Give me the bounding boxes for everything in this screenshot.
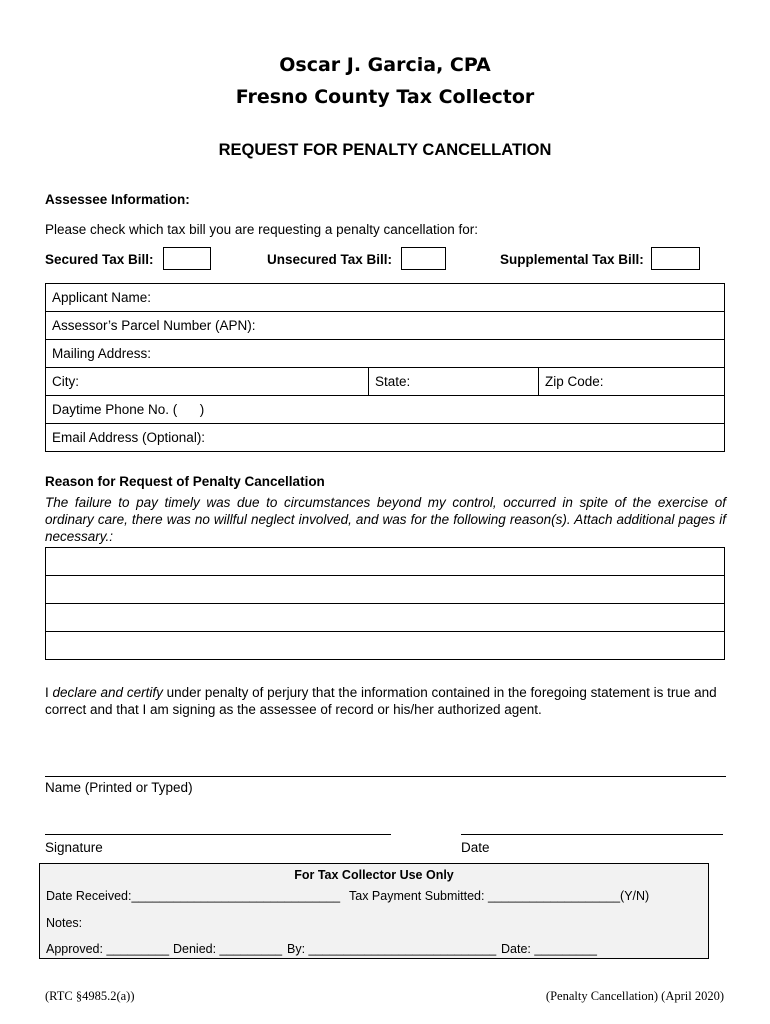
denied-field[interactable]: Denied: _________ (173, 942, 283, 956)
reason-section-title: Reason for Request of Penalty Cancellation (45, 474, 325, 489)
applicant-info-table (45, 283, 725, 452)
printed-name-line[interactable] (45, 776, 726, 777)
reason-line-1[interactable] (46, 548, 725, 576)
header-name: Oscar J. Garcia, CPA (279, 54, 491, 76)
declaration-text (45, 684, 735, 718)
supplemental-tax-bill-checkbox[interactable] (651, 247, 700, 270)
signature-line[interactable] (45, 834, 391, 835)
daytime-phone-field[interactable]: Daytime Phone No. ( ) (46, 396, 725, 424)
applicant-name-field[interactable]: Applicant Name: (46, 284, 725, 312)
secured-tax-bill-checkbox[interactable] (163, 247, 211, 270)
email-address-field[interactable]: Email Address (Optional): (46, 424, 725, 452)
header-office: Fresno County Tax Collector (235, 86, 535, 108)
footer-form-version: (Penalty Cancellation) (April 2020) (545, 989, 724, 1003)
mailing-address-field[interactable]: Mailing Address: (46, 340, 725, 368)
declaration-prefix: I (45, 685, 53, 700)
office-date-field[interactable]: Date: _________ (501, 942, 597, 956)
signature-label: Signature (45, 840, 103, 855)
office-use-title: For Tax Collector Use Only (294, 868, 454, 882)
tax-payment-submitted-field[interactable]: Tax Payment Submitted: ___________________(Y/N) (349, 889, 650, 903)
reason-lines-table (45, 547, 725, 660)
declaration-emphasis: declare and certify (52, 685, 163, 700)
date-label: Date (461, 840, 490, 855)
assessee-instruction: Please check which tax bill you are requesting a penalty cancellation for: (45, 222, 478, 237)
unsecured-tax-bill-label: Unsecured Tax Bill: (267, 252, 393, 267)
office-use-box (39, 863, 709, 959)
footer-rtc-reference: (RTC §4985.2(a)) (45, 989, 135, 1003)
by-field[interactable]: By: ___________________________ (287, 942, 497, 956)
city-field[interactable]: City: (46, 368, 369, 396)
approved-field[interactable]: Approved: _________ (46, 942, 170, 956)
state-field[interactable]: State: (369, 368, 539, 396)
unsecured-tax-bill-checkbox[interactable] (401, 247, 446, 270)
apn-field[interactable]: Assessor’s Parcel Number (APN): (46, 312, 725, 340)
supplemental-tax-bill-label: Supplemental Tax Bill: (500, 252, 644, 267)
notes-field[interactable]: Notes: (46, 916, 83, 930)
date-line[interactable] (461, 834, 723, 835)
secured-tax-bill-label: Secured Tax Bill: (45, 252, 154, 267)
assessee-section-title: Assessee Information: (45, 192, 190, 207)
form-title: REQUEST FOR PENALTY CANCELLATION (218, 141, 552, 159)
reason-line-3[interactable] (46, 604, 725, 632)
date-received-field[interactable]: Date Received:______________________________ (46, 889, 341, 903)
zip-code-field[interactable]: Zip Code: (539, 368, 725, 396)
reason-description: The failure to pay timely was due to circumstances beyond my control, occurred in spite of the exercise of ordinary care, there was no willful neglect involved, and was for the following reason(s). Attach additional pages if necessary.: (45, 495, 726, 544)
reason-line-4[interactable] (46, 632, 725, 660)
printed-name-label: Name (Printed or Typed) (45, 780, 193, 795)
declaration-rest: under penalty of perjury that the information contained in the foregoing statement is true and correct and that I am signing as the assessee of record or his/her authorized agent. (45, 685, 717, 717)
reason-line-2[interactable] (46, 576, 725, 604)
